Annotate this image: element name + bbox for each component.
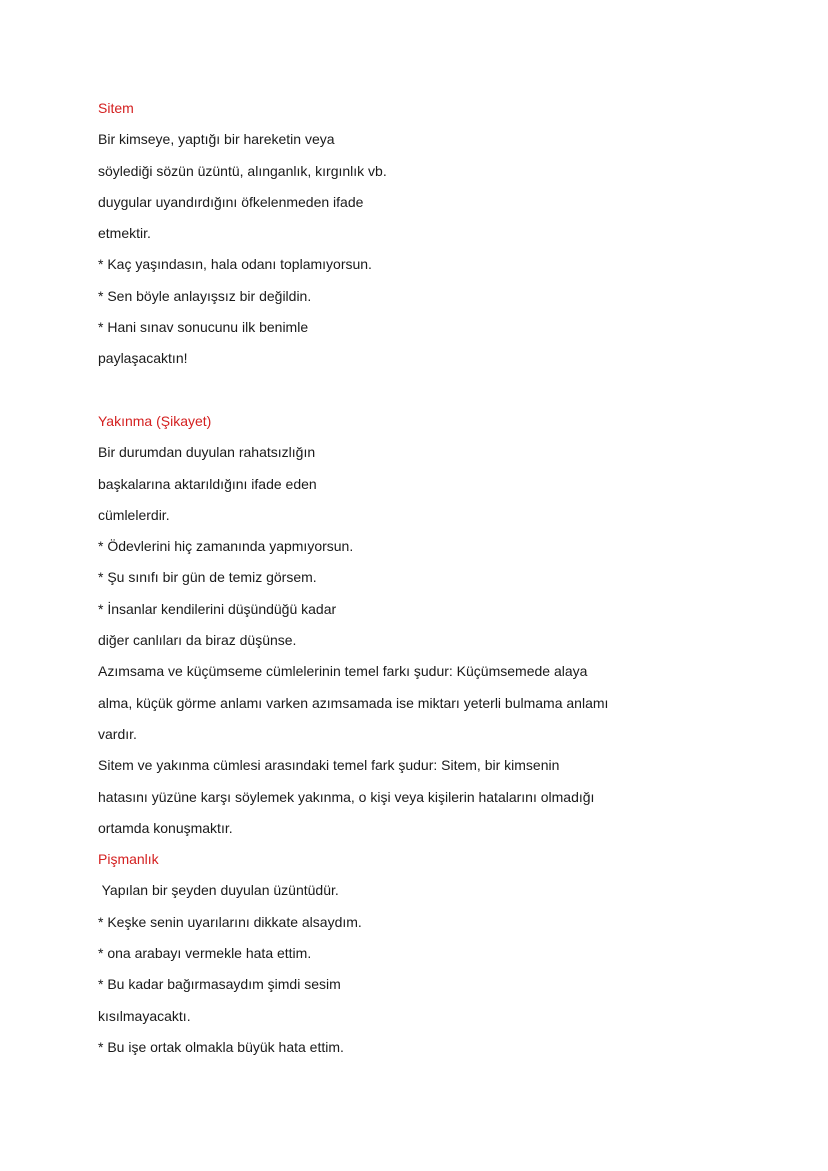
note-line: hatasını yüzüne karşı söylemek yakınma, o kişi veya kişilerin hatalarını olmadığı bbox=[98, 788, 595, 805]
example-line: * Hani sınav sonucunu ilk benimle bbox=[98, 319, 309, 336]
note-line: alma, küçük görme anlamı varken azımsamada ise miktarı yeterli bulmama anlamı bbox=[98, 694, 609, 711]
example-line: diğer canlıları da biraz düşünse. bbox=[98, 632, 297, 649]
definition-line: Yapılan bir şeyden duyulan üzüntüdür. bbox=[98, 882, 339, 899]
example-line: kısılmayacaktı. bbox=[98, 1007, 191, 1024]
definition-line: söylediği sözün üzüntü, alınganlık, kırgınlık vb. bbox=[98, 162, 387, 179]
example-line: * Ödevlerini hiç zamanında yapmıyorsun. bbox=[98, 538, 354, 555]
example-line: * Şu sınıfı bir gün de temiz görsem. bbox=[98, 569, 317, 586]
definition-line: duygular uyandırdığını öfkelenmeden ifade bbox=[98, 193, 364, 210]
section-title-yakinma: Yakınma (Şikayet) bbox=[98, 412, 212, 429]
example-line: * ona arabayı vermekle hata ettim. bbox=[98, 945, 312, 962]
definition-line: Bir kimseye, yaptığı bir hareketin veya bbox=[98, 131, 335, 148]
document-page bbox=[98, 93, 738, 1063]
definition-line: cümlelerdir. bbox=[98, 506, 170, 523]
example-line: * Kaç yaşındasın, hala odanı toplamıyorsun. bbox=[98, 256, 372, 273]
definition-line: etmektir. bbox=[98, 225, 151, 242]
note-line: ortamda konuşmaktır. bbox=[98, 819, 233, 836]
note-line: Azımsama ve küçümseme cümlelerinin temel farkı şudur: Küçümsemede alaya bbox=[98, 663, 588, 680]
section-spacer bbox=[98, 375, 738, 406]
example-line: paylaşacaktın! bbox=[98, 350, 188, 367]
example-line: * İnsanlar kendilerini düşündüğü kadar bbox=[98, 600, 337, 617]
example-line: * Keşke senin uyarılarını dikkate alsaydım. bbox=[98, 913, 362, 930]
example-line: * Bu kadar bağırmasaydım şimdi sesim bbox=[98, 976, 341, 993]
section-title-pismanlik: Pişmanlık bbox=[98, 851, 159, 868]
example-line: * Bu işe ortak olmakla büyük hata ettim. bbox=[98, 1038, 344, 1055]
section-title-sitem: Sitem bbox=[98, 100, 134, 116]
definition-line: Bir durumdan duyulan rahatsızlığın bbox=[98, 444, 316, 461]
note-line: vardır. bbox=[98, 725, 137, 742]
example-line: * Sen böyle anlayışsız bir değildin. bbox=[98, 287, 312, 304]
definition-line: başkalarına aktarıldığını ifade eden bbox=[98, 475, 317, 492]
note-line: Sitem ve yakınma cümlesi arasındaki temel fark şudur: Sitem, bir kimsenin bbox=[98, 757, 560, 774]
